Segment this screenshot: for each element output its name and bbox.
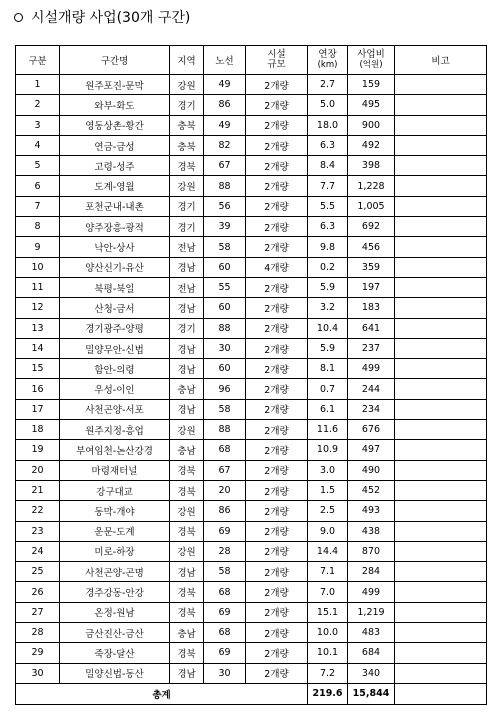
cell-region: 충남 — [170, 440, 204, 460]
circle-bullet-icon — [14, 13, 23, 22]
cell-note — [395, 277, 487, 297]
cell-length: 3.2 — [308, 298, 348, 318]
cell-region: 경남 — [170, 298, 204, 318]
cell-region: 경남 — [170, 257, 204, 277]
cell-note — [395, 643, 487, 663]
cell-length: 14.4 — [308, 541, 348, 561]
cell-note — [395, 562, 487, 582]
cell-note — [395, 460, 487, 480]
cell-length: 0.2 — [308, 257, 348, 277]
cell-route: 60 — [204, 298, 246, 318]
cell-region: 경남 — [170, 663, 204, 683]
cell-route: 67 — [204, 156, 246, 176]
cell-route: 60 — [204, 359, 246, 379]
cell-length: 2.5 — [308, 501, 348, 521]
cell-route: 88 — [204, 176, 246, 196]
cell-note — [395, 501, 487, 521]
cell-length: 10.9 — [308, 440, 348, 460]
table-row — [16, 541, 487, 561]
cell-cost: 492 — [348, 135, 395, 155]
cell-section: 연금-금성 — [60, 135, 170, 155]
cell-no: 24 — [16, 541, 60, 561]
cell-region: 경기 — [170, 95, 204, 115]
cell-scale: 2개량 — [246, 135, 308, 155]
cell-section: 죽장-달산 — [60, 643, 170, 663]
cell-cost: 438 — [348, 521, 395, 541]
cell-note — [395, 156, 487, 176]
cell-region: 충북 — [170, 135, 204, 155]
cell-cost: 1,219 — [348, 602, 395, 622]
cell-section: 영동상촌-황간 — [60, 115, 170, 135]
cell-region: 경기 — [170, 196, 204, 216]
cell-region: 전남 — [170, 237, 204, 257]
cell-note — [395, 237, 487, 257]
cell-note — [395, 420, 487, 440]
cell-region: 전남 — [170, 277, 204, 297]
cell-region: 강원 — [170, 420, 204, 440]
cell-route: 86 — [204, 95, 246, 115]
table-header-row — [16, 46, 487, 75]
cell-scale: 2개량 — [246, 196, 308, 216]
table-row — [16, 562, 487, 582]
cell-region: 경남 — [170, 399, 204, 419]
table-row — [16, 135, 487, 155]
cell-section: 고령-성주 — [60, 156, 170, 176]
cell-route: 69 — [204, 521, 246, 541]
cell-scale: 2개량 — [246, 156, 308, 176]
cell-section: 강구대교 — [60, 480, 170, 500]
cell-cost: 684 — [348, 643, 395, 663]
table-row — [16, 318, 487, 338]
cell-section: 와부-화도 — [60, 95, 170, 115]
cell-scale: 2개량 — [246, 521, 308, 541]
cell-no: 23 — [16, 521, 60, 541]
cell-cost: 183 — [348, 298, 395, 318]
cell-region: 충남 — [170, 379, 204, 399]
cell-region: 경북 — [170, 480, 204, 500]
table-row — [16, 277, 487, 297]
cell-length: 1.5 — [308, 480, 348, 500]
cell-no: 29 — [16, 643, 60, 663]
cell-length: 5.0 — [308, 95, 348, 115]
col-header-scale-bottom: 규모 — [267, 59, 286, 70]
cell-length: 8.4 — [308, 156, 348, 176]
cell-cost: 499 — [348, 359, 395, 379]
cell-section: 원주지정-흥업 — [60, 420, 170, 440]
cell-scale: 2개량 — [246, 460, 308, 480]
cell-cost: 1,228 — [348, 176, 395, 196]
table-row — [16, 156, 487, 176]
cell-region: 충남 — [170, 623, 204, 643]
cell-cost: 234 — [348, 399, 395, 419]
cell-cost: 490 — [348, 460, 395, 480]
cell-cost: 197 — [348, 277, 395, 297]
cell-note — [395, 521, 487, 541]
cell-note — [395, 399, 487, 419]
cell-section: 포천군내-내촌 — [60, 196, 170, 216]
cell-length: 7.0 — [308, 582, 348, 602]
table-row — [16, 196, 487, 216]
cell-section: 미로-하장 — [60, 541, 170, 561]
cell-section: 낙안-상사 — [60, 237, 170, 257]
table-row — [16, 501, 487, 521]
cell-cost: 1,005 — [348, 196, 395, 216]
cell-cost: 497 — [348, 440, 395, 460]
cell-length: 7.2 — [308, 663, 348, 683]
cell-length: 0.7 — [308, 379, 348, 399]
cell-cost: 398 — [348, 156, 395, 176]
cell-region: 경기 — [170, 217, 204, 237]
cell-route: 30 — [204, 663, 246, 683]
cell-no: 19 — [16, 440, 60, 460]
cell-region: 경북 — [170, 156, 204, 176]
cell-section: 밀양무안-신법 — [60, 338, 170, 358]
cell-note — [395, 602, 487, 622]
cell-cost: 483 — [348, 623, 395, 643]
cell-region: 경북 — [170, 582, 204, 602]
cell-no: 25 — [16, 562, 60, 582]
cell-no: 2 — [16, 95, 60, 115]
cell-region: 강원 — [170, 176, 204, 196]
cell-route: 68 — [204, 440, 246, 460]
cell-region: 강원 — [170, 501, 204, 521]
cell-cost: 244 — [348, 379, 395, 399]
cell-length: 10.4 — [308, 318, 348, 338]
cell-section: 산청-금서 — [60, 298, 170, 318]
cell-route: 88 — [204, 420, 246, 440]
total-length: 219.6 — [308, 683, 348, 704]
project-table — [15, 45, 487, 705]
cell-route: 56 — [204, 196, 246, 216]
cell-route: 82 — [204, 135, 246, 155]
cell-section: 마령재터널 — [60, 460, 170, 480]
cell-section: 밀양신법-동산 — [60, 663, 170, 683]
total-note — [395, 683, 487, 704]
cell-route: 58 — [204, 399, 246, 419]
cell-scale: 2개량 — [246, 359, 308, 379]
cell-scale: 4개량 — [246, 257, 308, 277]
table-row — [16, 298, 487, 318]
cell-route: 88 — [204, 318, 246, 338]
cell-region: 경남 — [170, 562, 204, 582]
cell-cost: 340 — [348, 663, 395, 683]
cell-region: 강원 — [170, 75, 204, 95]
total-cost: 15,844 — [348, 683, 395, 704]
cell-section: 사천곤양-곤명 — [60, 562, 170, 582]
cell-route: 69 — [204, 602, 246, 622]
cell-length: 5.5 — [308, 196, 348, 216]
cell-scale: 2개량 — [246, 541, 308, 561]
cell-length: 6.1 — [308, 399, 348, 419]
cell-cost: 900 — [348, 115, 395, 135]
cell-route: 86 — [204, 501, 246, 521]
cell-route: 58 — [204, 562, 246, 582]
cell-region: 경북 — [170, 460, 204, 480]
cell-scale: 2개량 — [246, 501, 308, 521]
col-header-length-top: 연장 — [318, 49, 337, 60]
cell-cost: 692 — [348, 217, 395, 237]
cell-section: 북평-북일 — [60, 277, 170, 297]
cell-cost: 499 — [348, 582, 395, 602]
table-row — [16, 176, 487, 196]
cell-length: 9.8 — [308, 237, 348, 257]
cell-route: 69 — [204, 643, 246, 663]
cell-length: 10.1 — [308, 643, 348, 663]
cell-scale: 2개량 — [246, 663, 308, 683]
cell-length: 2.7 — [308, 75, 348, 95]
cell-cost: 676 — [348, 420, 395, 440]
cell-length: 3.0 — [308, 460, 348, 480]
cell-length: 9.0 — [308, 521, 348, 541]
cell-section: 원주포진-문막 — [60, 75, 170, 95]
table-row — [16, 521, 487, 541]
cell-section: 양산신기-유산 — [60, 257, 170, 277]
col-header-region: 지역 — [170, 46, 204, 75]
cell-route: 49 — [204, 115, 246, 135]
cell-length: 11.6 — [308, 420, 348, 440]
cell-note — [395, 135, 487, 155]
cell-route: 49 — [204, 75, 246, 95]
col-header-scale-top: 시설 — [267, 49, 286, 60]
cell-route: 55 — [204, 277, 246, 297]
cell-route: 30 — [204, 338, 246, 358]
col-header-no: 구분 — [16, 46, 60, 75]
cell-scale: 2개량 — [246, 277, 308, 297]
cell-section: 사천곤양-서포 — [60, 399, 170, 419]
cell-note — [395, 379, 487, 399]
cell-length: 7.7 — [308, 176, 348, 196]
cell-scale: 2개량 — [246, 420, 308, 440]
cell-no: 20 — [16, 460, 60, 480]
cell-scale: 2개량 — [246, 115, 308, 135]
cell-region: 강원 — [170, 541, 204, 561]
col-header-length — [308, 46, 348, 75]
cell-note — [395, 623, 487, 643]
cell-no: 30 — [16, 663, 60, 683]
cell-section: 온정-원남 — [60, 602, 170, 622]
cell-section: 경주강동-안강 — [60, 582, 170, 602]
cell-note — [395, 582, 487, 602]
cell-route: 20 — [204, 480, 246, 500]
table-row — [16, 115, 487, 135]
cell-section: 경기광주-양평 — [60, 318, 170, 338]
cell-length: 18.0 — [308, 115, 348, 135]
cell-note — [395, 440, 487, 460]
cell-no: 10 — [16, 257, 60, 277]
cell-note — [395, 196, 487, 216]
cell-no: 5 — [16, 156, 60, 176]
cell-region: 경북 — [170, 521, 204, 541]
cell-no: 17 — [16, 399, 60, 419]
table-row — [16, 338, 487, 358]
cell-note — [395, 95, 487, 115]
cell-route: 68 — [204, 623, 246, 643]
table-row — [16, 379, 487, 399]
cell-cost: 284 — [348, 562, 395, 582]
cell-scale: 2개량 — [246, 480, 308, 500]
cell-note — [395, 217, 487, 237]
table-row — [16, 75, 487, 95]
document-heading — [14, 6, 190, 28]
table-row — [16, 440, 487, 460]
cell-length: 15.1 — [308, 602, 348, 622]
cell-note — [395, 338, 487, 358]
cell-region: 경북 — [170, 602, 204, 622]
col-header-note: 비고 — [395, 46, 487, 75]
cell-no: 27 — [16, 602, 60, 622]
cell-route: 68 — [204, 582, 246, 602]
cell-note — [395, 115, 487, 135]
cell-scale: 2개량 — [246, 75, 308, 95]
cell-scale: 2개량 — [246, 602, 308, 622]
col-header-cost-unit: (억원) — [359, 60, 383, 70]
cell-region: 경남 — [170, 338, 204, 358]
cell-length: 6.3 — [308, 217, 348, 237]
cell-section: 금산진산-금산 — [60, 623, 170, 643]
cell-route: 67 — [204, 460, 246, 480]
cell-length: 7.1 — [308, 562, 348, 582]
cell-route: 28 — [204, 541, 246, 561]
cell-cost: 493 — [348, 501, 395, 521]
heading-title: 시설개량 사업(30개 구간) — [31, 10, 191, 26]
cell-cost: 237 — [348, 338, 395, 358]
cell-section: 함안-의령 — [60, 359, 170, 379]
cell-note — [395, 480, 487, 500]
cell-scale: 2개량 — [246, 562, 308, 582]
cell-scale: 2개량 — [246, 440, 308, 460]
table-row — [16, 257, 487, 277]
col-header-scale — [246, 46, 308, 75]
cell-note — [395, 257, 487, 277]
cell-region: 경남 — [170, 359, 204, 379]
cell-section: 부여임천-논산강경 — [60, 440, 170, 460]
cell-no: 14 — [16, 338, 60, 358]
cell-region: 충북 — [170, 115, 204, 135]
cell-no: 21 — [16, 480, 60, 500]
table-row — [16, 480, 487, 500]
cell-cost: 641 — [348, 318, 395, 338]
cell-cost: 452 — [348, 480, 395, 500]
table-row — [16, 582, 487, 602]
cell-scale: 2개량 — [246, 379, 308, 399]
col-header-cost — [348, 46, 395, 75]
cell-scale: 2개량 — [246, 95, 308, 115]
cell-section: 우성-이인 — [60, 379, 170, 399]
cell-section: 양주장흥-광적 — [60, 217, 170, 237]
col-header-route: 노선 — [204, 46, 246, 75]
cell-length: 10.0 — [308, 623, 348, 643]
cell-scale: 2개량 — [246, 217, 308, 237]
table-row — [16, 217, 487, 237]
cell-note — [395, 75, 487, 95]
cell-no: 7 — [16, 196, 60, 216]
total-row — [16, 683, 487, 704]
table-body — [16, 75, 487, 684]
cell-section: 동막-개야 — [60, 501, 170, 521]
cell-note — [395, 663, 487, 683]
cell-no: 11 — [16, 277, 60, 297]
cell-cost: 495 — [348, 95, 395, 115]
cell-length: 5.9 — [308, 277, 348, 297]
table-row — [16, 643, 487, 663]
cell-no: 26 — [16, 582, 60, 602]
cell-region: 경기 — [170, 318, 204, 338]
cell-length: 5.9 — [308, 338, 348, 358]
cell-section: 운문-도계 — [60, 521, 170, 541]
cell-scale: 2개량 — [246, 582, 308, 602]
table-row — [16, 623, 487, 643]
cell-no: 9 — [16, 237, 60, 257]
table-row — [16, 399, 487, 419]
cell-no: 15 — [16, 359, 60, 379]
cell-cost: 870 — [348, 541, 395, 561]
cell-no: 18 — [16, 420, 60, 440]
cell-scale: 2개량 — [246, 399, 308, 419]
cell-note — [395, 318, 487, 338]
cell-cost: 159 — [348, 75, 395, 95]
cell-scale: 2개량 — [246, 237, 308, 257]
cell-no: 1 — [16, 75, 60, 95]
table-row — [16, 663, 487, 683]
cell-scale: 2개량 — [246, 298, 308, 318]
cell-no: 8 — [16, 217, 60, 237]
cell-no: 6 — [16, 176, 60, 196]
cell-scale: 2개량 — [246, 643, 308, 663]
cell-cost: 456 — [348, 237, 395, 257]
total-label: 총계 — [16, 683, 308, 704]
cell-no: 12 — [16, 298, 60, 318]
table-row — [16, 237, 487, 257]
cell-route: 39 — [204, 217, 246, 237]
cell-no: 16 — [16, 379, 60, 399]
cell-note — [395, 298, 487, 318]
cell-length: 8.1 — [308, 359, 348, 379]
cell-no: 28 — [16, 623, 60, 643]
cell-length: 6.3 — [308, 135, 348, 155]
cell-note — [395, 176, 487, 196]
col-header-length-unit: (km) — [317, 60, 338, 70]
cell-no: 3 — [16, 115, 60, 135]
cell-section: 도계-영월 — [60, 176, 170, 196]
cell-route: 60 — [204, 257, 246, 277]
table-row — [16, 602, 487, 622]
cell-cost: 359 — [348, 257, 395, 277]
table-row — [16, 95, 487, 115]
table-row — [16, 359, 487, 379]
table-row — [16, 420, 487, 440]
col-header-section: 구간명 — [60, 46, 170, 75]
table-row — [16, 460, 487, 480]
cell-scale: 2개량 — [246, 338, 308, 358]
cell-no: 13 — [16, 318, 60, 338]
cell-route: 96 — [204, 379, 246, 399]
cell-scale: 2개량 — [246, 176, 308, 196]
col-header-cost-top: 사업비 — [357, 49, 385, 60]
cell-scale: 2개량 — [246, 318, 308, 338]
cell-scale: 2개량 — [246, 623, 308, 643]
cell-no: 22 — [16, 501, 60, 521]
cell-region: 경북 — [170, 643, 204, 663]
cell-note — [395, 359, 487, 379]
cell-route: 58 — [204, 237, 246, 257]
cell-no: 4 — [16, 135, 60, 155]
cell-note — [395, 541, 487, 561]
